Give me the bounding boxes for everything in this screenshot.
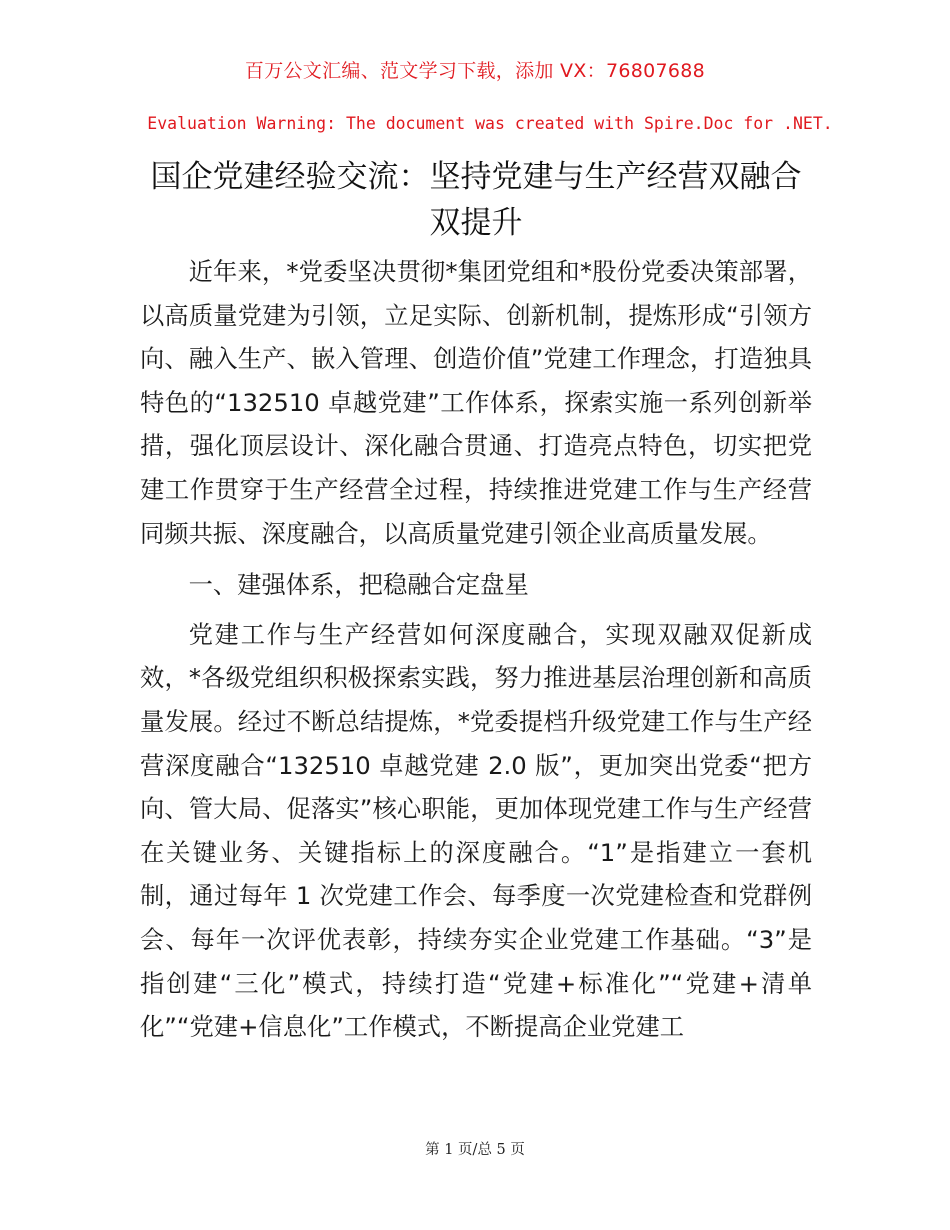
intro-paragraph: 近年来，*党委坚决贯彻*集团党组和*股份党委决策部署，以高质量党建为引领，立足实际、创新机制，提炼形成“引领方向、融入生产、嵌入管理、创造价值”党建工作理念，打造独具特色的“132510 卓越党建”工作体系，探索实施一系列创新举措，强化顶层设计、深化融合贯通、打造亮点特色，切实把党建工作贯穿于生产经营全过程，持续推进党建工作与生产经营同频共振、深度融合，以高质量党建引领企业高质量发展。 [140,257,812,548]
document-title: 国企党建经验交流：坚持党建与生产经营双融合双提升 [150,159,802,241]
document-body [140,250,812,1057]
page-indicator: 第 1 页/总 5 页 [425,1142,525,1158]
body-paragraph: 党建工作与生产经营如何深度融合，实现双融双促新成效，*各级党组织积极探索实践，努力推进基层治理创新和高质量发展。经过不断总结提炼，*党委提档升级党建工作与生产经营深度融合“132510 卓越党建 2.0 版”，更加突出党委“把方向、管大局、促落实”核心职能，更加体现党建工作与生产经营在关键业务、关键指标上的深度融合。“1”是指建立一套机制，通过每年 1 次党建工作会、每季度一次党建检查和党群例会、每年一次评优表彰，持续夯实企业党建工作基础。“3”是指创建“三化”模式，持续打造“党建+标准化”“党建+清单化”“党建+信息化”工作模式，不断提高企业党建工 [140,619,812,1042]
section-heading: 一、建强体系，把稳融合定盘星 [188,570,529,600]
evaluation-warning: Evaluation Warning: The document was created with Spire.Doc for .NET. [147,114,833,133]
header-banner: 百万公文汇编、范文学习下载，添加 VX：76807688 [244,60,706,82]
